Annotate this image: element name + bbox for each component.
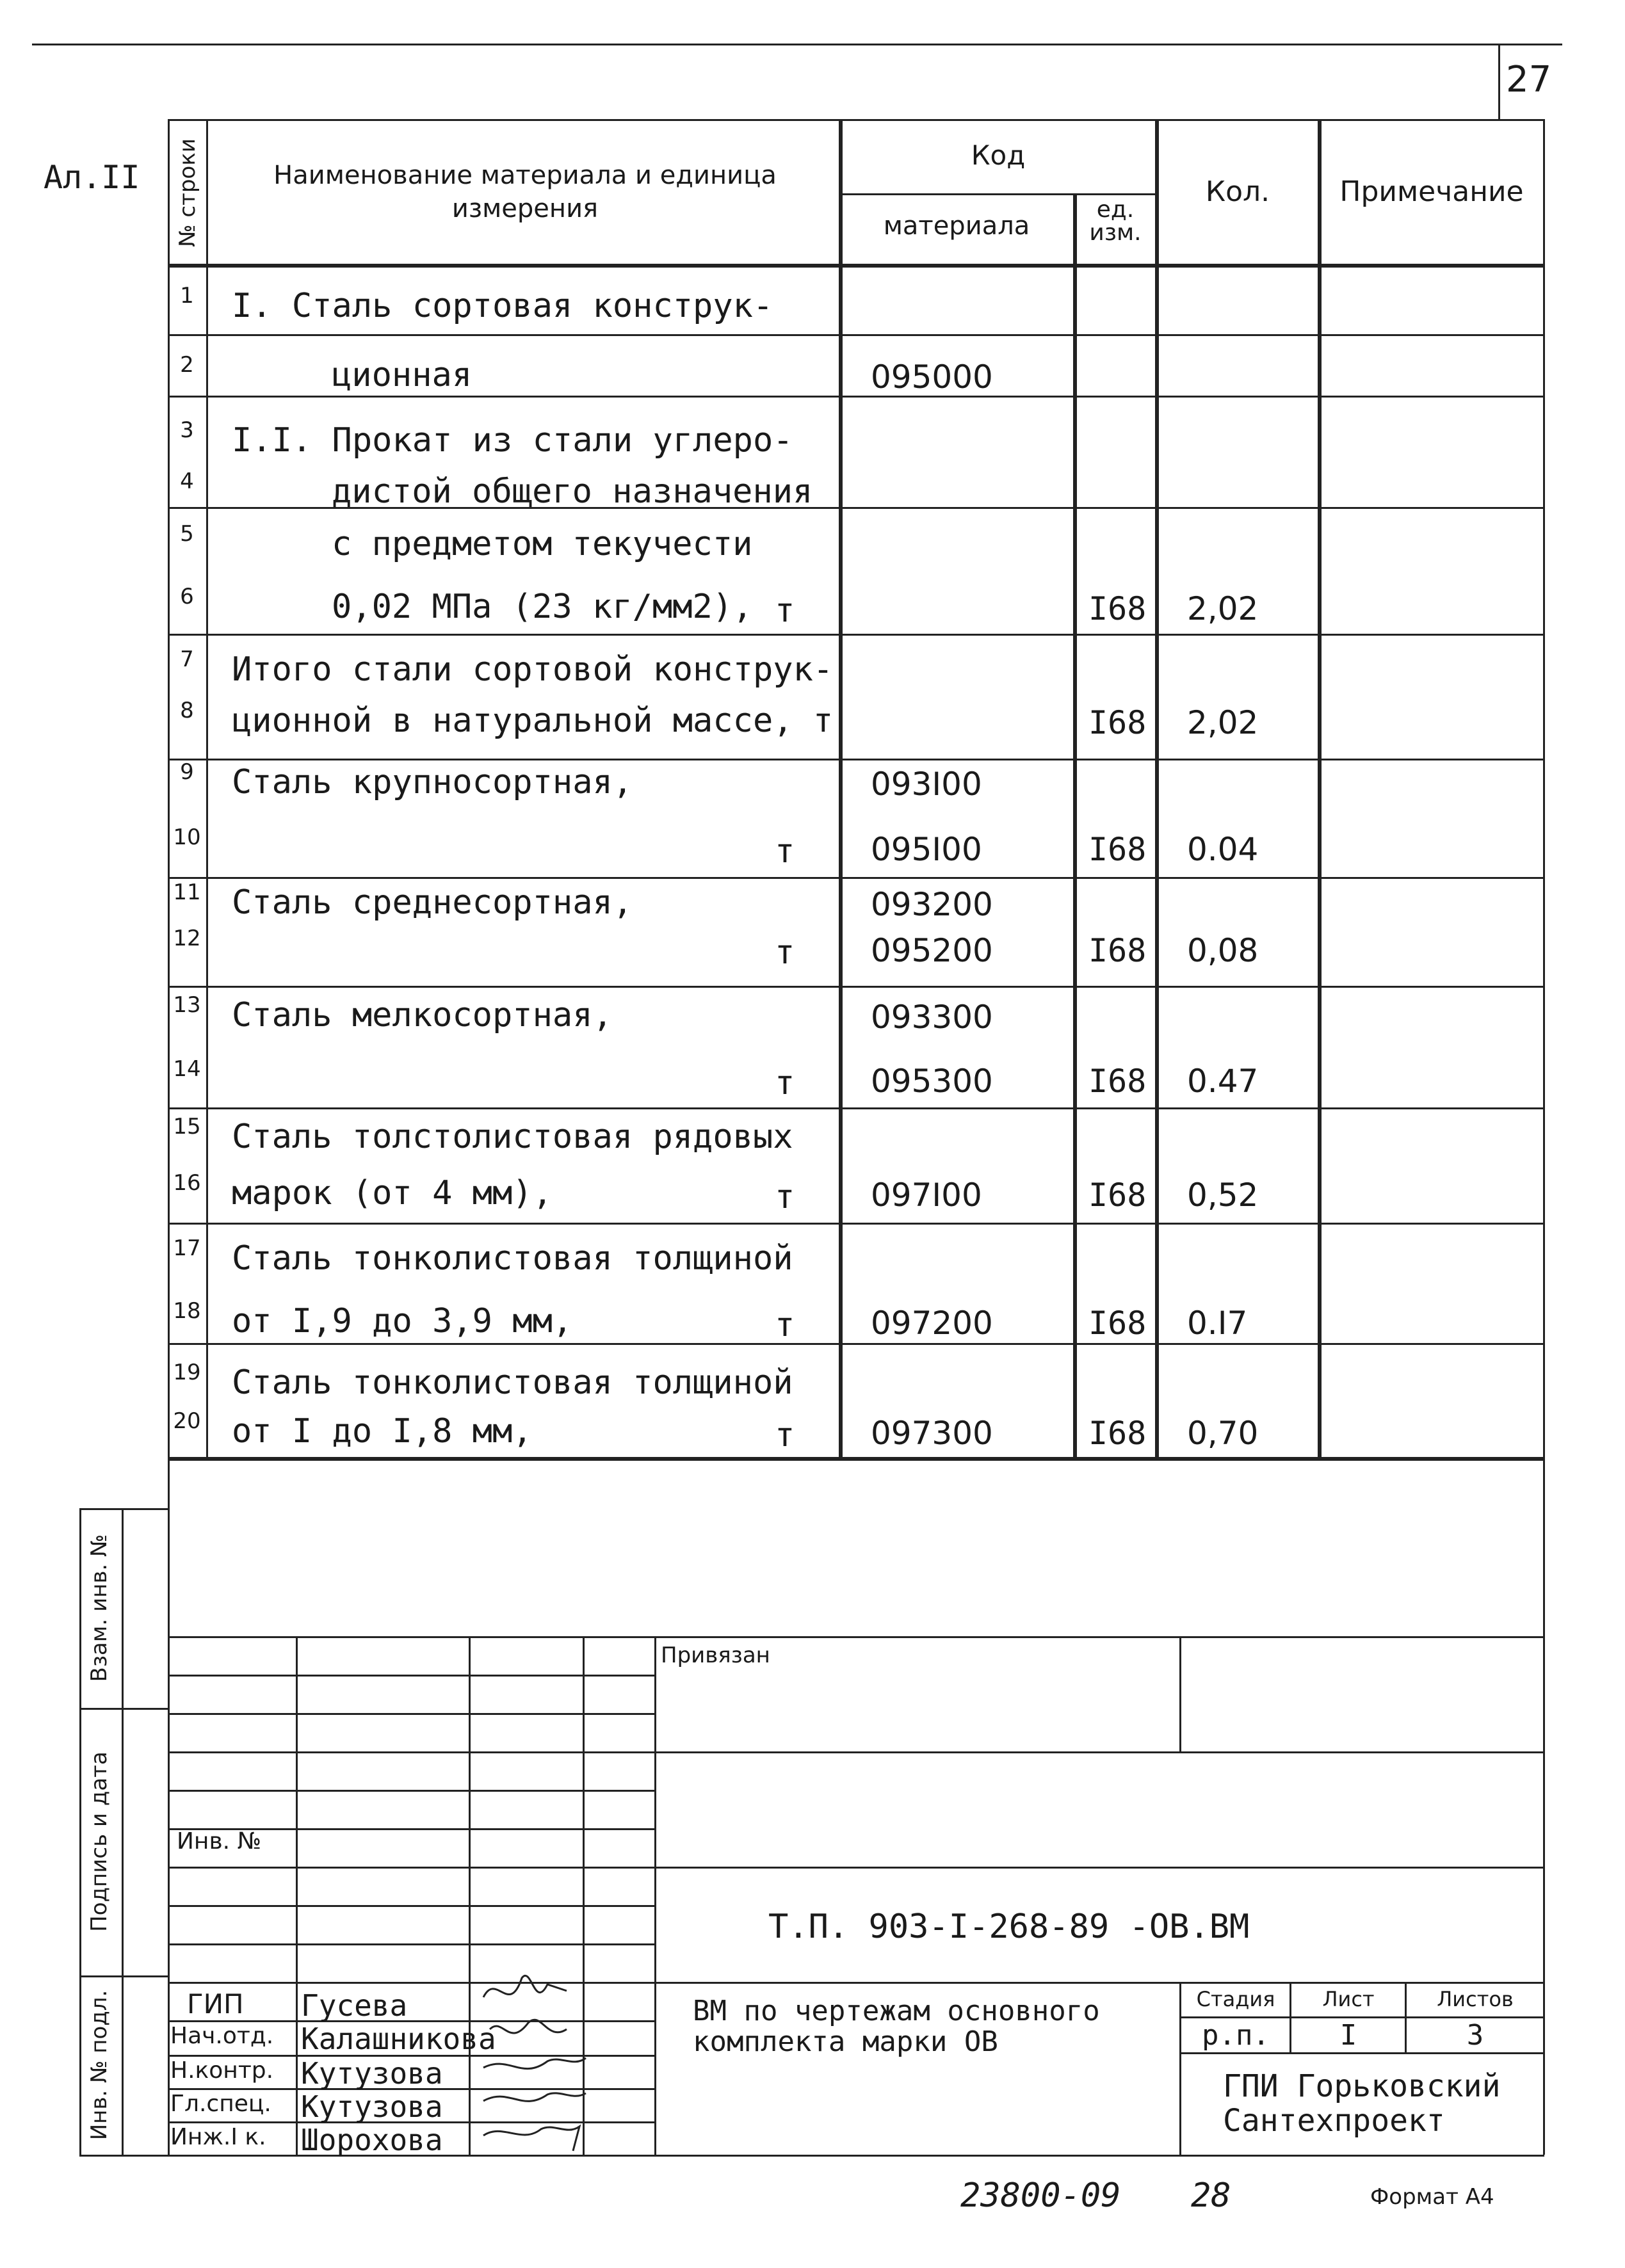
col-qty-sep [1318,119,1322,1457]
tb-grid-h [168,1905,654,1907]
role-nach-otd: Нач.отд. [170,2023,274,2049]
tb-grid-h [168,1867,654,1869]
row-name: от I до I,8 мм, [232,1412,533,1451]
tb-grid-h [168,1713,654,1715]
row-line [168,634,1544,636]
row-number: 18 [173,1298,201,1324]
header-material: материала [883,211,1030,241]
row-number: 8 [180,698,194,723]
main-right-border [1543,119,1545,2155]
signatures-graphic [471,1959,599,2170]
row-unit-letter: т [775,832,795,871]
name-inzh: Шорохова [301,2123,443,2157]
row-unit-code: I68 [1088,704,1147,741]
row-unit-letter: т [775,1416,795,1454]
tb-stage-sep [1179,1982,1181,2155]
header-note: Примечание [1339,175,1524,208]
header-bottom-border [168,264,1544,268]
tb-grid-h [168,1790,654,1792]
row-number: 19 [173,1360,201,1385]
row-number: 20 [173,1408,201,1434]
row-unit-letter: т [775,591,795,630]
label-podpis-data: Подпись и дата [86,1751,112,1932]
header-code: Код [971,140,1026,171]
row-number: 7 [180,647,194,672]
doc-description: ВМ по чертежам основного комплекта марки ОВ [693,1995,1100,2058]
top-border [32,44,1562,45]
inv-no-label: Инв. № [177,1828,262,1854]
tb-grid-h [168,1751,654,1753]
row-name: от I,9 до 3,9 мм, [232,1302,573,1340]
row-name: дистой общего назначения [332,472,813,511]
row-name: Сталь тонколистовая толщиной [232,1239,793,1278]
row-material-code: 095I00 [871,831,982,868]
tb-stage-h [1179,2016,1544,2018]
row-line [168,1343,1544,1345]
row-line [168,986,1544,988]
row-number: 6 [180,584,194,609]
label-vzam-inv: Взам. инв. № [86,1534,112,1682]
row-quantity: 0.04 [1187,831,1259,868]
row-material-code: 095200 [871,932,993,969]
page-number: 27 [1506,59,1552,101]
header-qty: Кол. [1205,175,1270,208]
row-name: Сталь мелкосортная, [232,996,613,1034]
row-name: Сталь толстолистовая рядовых [232,1118,793,1156]
name-n-kontr: Кутузова [301,2056,443,2091]
format-label: Формат А4 [1370,2184,1494,2210]
row-unit-letter: т [775,1306,795,1344]
privyazan-label: Привязан [661,1643,770,1668]
row-unit-code: I68 [1088,1063,1147,1100]
side-strip-line [79,2155,169,2157]
row-unit-code: I68 [1088,1177,1147,1214]
side-strip-right [122,1508,124,2155]
row-name: Сталь крупносортная, [232,763,633,801]
col-material-sep [1073,193,1077,1457]
name-nach-otd: Калашникова [301,2022,496,2056]
row-number: 13 [173,992,201,1018]
page-number-box-left [1498,44,1500,119]
row-quantity: 0,70 [1187,1415,1259,1452]
row-name: ционная [332,356,473,394]
tb-grid-h [168,1675,654,1677]
row-number: 9 [180,759,194,785]
row-name: с предметом текучести [332,525,753,563]
row-unit-code: I68 [1088,1415,1147,1452]
header-top-border [168,119,1544,121]
row-name: Итого стали сортовой конструк- [232,650,834,689]
row-line [168,877,1544,879]
tb-grid-h [168,1943,654,1945]
row-number: 1 [180,283,194,309]
tb-right-h [654,1867,1544,1869]
sheets-label: Листов [1437,1987,1514,2011]
row-material-code: 097I00 [871,1177,982,1214]
album-label: Ал.II [44,159,140,196]
code-subheader-line [839,193,1156,195]
row-number: 17 [173,1235,201,1261]
row-number: 4 [180,469,194,494]
doc-code: Т.П. 903-I-268-89 -ОВ.ВМ [768,1908,1250,1946]
tb-right-h [654,1751,1544,1753]
row-unit-code: I68 [1088,831,1147,868]
row-line [168,1223,1544,1225]
tb-right-h [654,1982,1544,1984]
sheet-label: Лист [1322,1987,1375,2011]
row-name: I.I. Прокат из стали углеро- [232,421,793,460]
row-number: 5 [180,521,194,547]
side-strip-left [79,1508,81,2155]
row-number: 15 [173,1114,201,1139]
row-number: 12 [173,926,201,951]
row-unit-letter: т [775,933,795,972]
row-material-code: 093I00 [871,766,982,803]
name-gip: Гусева [301,1988,408,2023]
row-material-code: 093200 [871,886,993,923]
row-material-code: 097300 [871,1415,993,1452]
row-name: марок (от 4 мм), [232,1174,553,1212]
row-line [168,396,1544,398]
row-quantity: 2,02 [1187,590,1259,627]
table-bottom-border [168,1457,1544,1461]
row-line [168,1107,1544,1109]
row-name: Сталь тонколистовая толщиной [232,1363,793,1402]
col-rowno-sep [206,119,208,1457]
header-unit: ед. изм. [1089,197,1142,246]
header-name: Наименование материала и единица измерения [273,161,777,223]
name-gl-spec: Кутузова [301,2089,443,2124]
row-quantity: 0.I7 [1187,1305,1248,1342]
row-number: 3 [180,417,194,443]
sheets-value: 3 [1466,2019,1484,2052]
stamp-number: 23800-09 [960,2176,1121,2215]
tb-top-line [168,1636,1544,1638]
row-material-code: 095300 [871,1063,993,1100]
row-material-code: 097200 [871,1305,993,1342]
footer-page: 28 [1191,2176,1231,2215]
tb-stage-h [1179,2052,1544,2054]
sheet-value: I [1339,2019,1357,2052]
row-unit-code: I68 [1088,932,1147,969]
header-row-no: № строки [175,138,200,247]
row-quantity: 0.47 [1187,1063,1259,1100]
tb-privyazan-sep [1179,1636,1181,1751]
row-line [168,759,1544,760]
row-number: 14 [173,1056,201,1082]
row-number: 11 [173,880,201,905]
row-number: 2 [180,352,194,378]
row-name: Сталь среднесортная, [232,883,633,922]
row-quantity: 2,02 [1187,704,1259,741]
row-line [168,334,1544,336]
row-quantity: 0,52 [1187,1177,1259,1214]
row-number: 16 [173,1170,201,1196]
col-name-sep [839,119,843,1457]
role-gl-spec: Гл.спец. [170,2091,271,2117]
row-number: 10 [173,824,201,850]
role-gip: ГИП [187,1988,244,2020]
role-n-kontr: Н.контр. [170,2057,274,2084]
organization: ГПИ Горьковский Сантехпроект [1223,2068,1501,2139]
row-unit-letter: т [775,1178,795,1216]
col-unit-sep [1155,119,1159,1457]
tb-grid-v [654,1636,656,2155]
row-material-code: 095000 [871,358,993,396]
row-unit-letter: т [775,1064,795,1102]
row-material-code: 093300 [871,999,993,1036]
row-name: I. Сталь сортовая конструк- [232,287,773,325]
stage-label: Стадия [1196,1987,1275,2011]
row-name: 0,02 МПа (23 кг/мм2), [332,588,753,626]
row-unit-code: I68 [1088,1305,1147,1342]
role-inzh: Инж.I к. [170,2124,266,2150]
label-inv-podl: Инв. № подл. [86,1990,112,2141]
stage-value: р.п. [1202,2019,1270,2052]
row-unit-code: I68 [1088,590,1147,627]
row-name: ционной в натуральной массе, т [232,702,834,740]
row-quantity: 0,08 [1187,932,1259,969]
